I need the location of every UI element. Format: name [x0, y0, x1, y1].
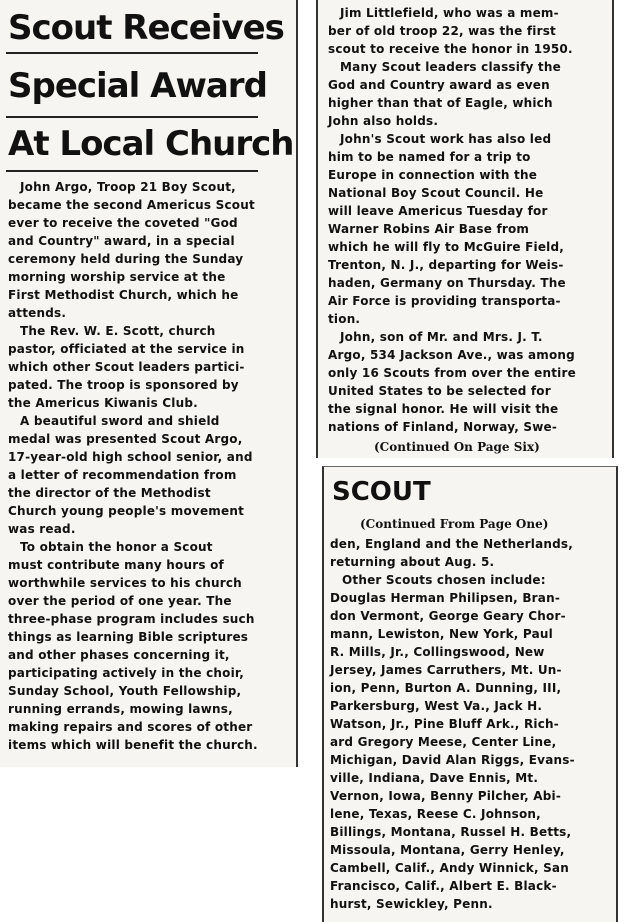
headline [8, 4, 294, 168]
headline-line-1: Scout Receives [8, 8, 284, 48]
text-line: Billings, Montana, Russel H. Betts, [330, 825, 572, 839]
right-bottom-clipping [322, 466, 618, 922]
text-line: Many Scout leaders classify the [340, 60, 561, 74]
text-line: haden, Germany on Thursday. The [328, 276, 566, 290]
text-line: Douglas Herman Philipsen, Bran- [330, 591, 561, 605]
text-line: Trenton, N. J., departing for Weis- [328, 258, 564, 272]
text-line: tion. [328, 312, 361, 326]
text-line: nations of Finland, Norway, Swe- [328, 420, 558, 434]
left-clipping [0, 0, 298, 767]
text-line: Air Force is providing transporta- [328, 294, 561, 308]
text-line: Jersey, James Carruthers, Mt. Un- [330, 663, 562, 677]
text-line: mann, Lewiston, New York, Paul [330, 627, 553, 641]
text-line: morning worship service at the [8, 270, 226, 284]
text-line: ever to receive the coveted "God [8, 216, 238, 230]
text-line: medal was presented Scout Argo, [8, 432, 243, 446]
text-line: the Americus Kiwanis Club. [8, 396, 198, 410]
text-line: ville, Indiana, Dave Ennis, Mt. [330, 771, 539, 785]
text-line: the director of the Methodist [8, 486, 211, 500]
text-line: returning about Aug. 5. [330, 555, 495, 569]
text-line: the signal honor. He will visit the [328, 402, 559, 416]
text-line: National Boy Scout Council. He [328, 186, 544, 200]
text-line: The Rev. W. E. Scott, church [20, 324, 216, 338]
text-line: ceremony held during the Sunday [8, 252, 244, 266]
text-line: Missoula, Montana, Gerry Henley, [330, 843, 565, 857]
text-line: and other phases concerning it, [8, 648, 230, 662]
continued-on-line: (Continued On Page Six) [374, 440, 540, 454]
text-line: lene, Texas, Reese C. Johnson, [330, 807, 541, 821]
text-line: over the period of one year. The [8, 594, 232, 608]
text-line: don Vermont, George Geary Chor- [330, 609, 566, 623]
text-line: things as learning Bible scriptures [8, 630, 249, 644]
text-line: Sunday School, Youth Fellowship, [8, 684, 242, 698]
text-line: three-phase program includes such [8, 612, 255, 626]
text-line: him to be named for a trip to [328, 150, 531, 164]
text-line: Vernon, Iowa, Benny Pilcher, Abi- [330, 789, 562, 803]
text-line: 17-year-old high school senior, and [8, 450, 253, 464]
text-line: Warner Robins Air Base from [328, 222, 530, 236]
text-line: Church young people's movement [8, 504, 245, 518]
text-line: Francisco, Calif., Albert E. Black- [330, 879, 557, 893]
right-top-clipping [316, 0, 614, 458]
text-line: worthwhile services to his church [8, 576, 242, 590]
text-line: which he will fly to McGuire Field, [328, 240, 565, 254]
text-line: attends. [8, 306, 67, 320]
text-line: a letter of recommendation from [8, 468, 237, 482]
text-line: ard Gregory Meese, Center Line, [330, 735, 557, 749]
headline-rule [6, 52, 258, 54]
headline-line-3: At Local Church [8, 124, 294, 164]
text-line: John Argo, Troop 21 Boy Scout, [20, 180, 236, 194]
text-line: Parkersburg, West Va., Jack H. [330, 699, 543, 713]
text-line: John also holds. [328, 114, 439, 128]
text-line: items which will benefit the church. [8, 738, 258, 752]
text-line: Cambell, Calif., Andy Winnick, San [330, 861, 569, 875]
text-line: and Country" award, in a special [8, 234, 235, 248]
text-line: A beautiful sword and shield [20, 414, 220, 428]
text-line: Europe in connection with the [328, 168, 538, 182]
text-line: R. Mills, Jr., Collingswood, New [330, 645, 545, 659]
text-line: ber of old troop 22, was the first [328, 24, 556, 38]
headline-rule [6, 116, 258, 118]
text-line: will leave Americus Tuesday for [328, 204, 548, 218]
text-line: participating actively in the choir, [8, 666, 245, 680]
text-line: Michigan, David Alan Riggs, Evans- [330, 753, 575, 767]
text-line: Watson, Jr., Pine Bluff Ark., Rich- [330, 717, 559, 731]
continued-from-line: (Continued From Page One) [360, 517, 549, 531]
text-line: only 16 Scouts from over the entire [328, 366, 576, 380]
text-line: ion, Penn, Burton A. Dunning, III, [330, 681, 562, 695]
text-line: became the second Americus Scout [8, 198, 255, 212]
text-line: which other Scout leaders partici- [8, 360, 245, 374]
text-line: higher than that of Eagle, which [328, 96, 553, 110]
text-line: To obtain the honor a Scout [20, 540, 213, 554]
text-line: Argo, 534 Jackson Ave., was among [328, 348, 575, 362]
text-line: making repairs and scores of other [8, 720, 253, 734]
headline-line-2: Special Award [8, 66, 267, 106]
text-line: den, England and the Netherlands, [330, 537, 574, 551]
text-line: pated. The troop is sponsored by [8, 378, 239, 392]
text-line: United States to be selected for [328, 384, 551, 398]
continuation-slug: SCOUT [332, 477, 431, 507]
text-line: must contribute many hours of [8, 558, 224, 572]
text-line: was read. [8, 522, 76, 536]
text-line: John's Scout work has also led [340, 132, 552, 146]
text-line: John, son of Mr. and Mrs. J. T. [340, 330, 543, 344]
text-line: hurst, Sewickley, Penn. [330, 897, 493, 911]
text-line: First Methodist Church, which he [8, 288, 239, 302]
text-line: God and Country award as even [328, 78, 550, 92]
text-line: Other Scouts chosen include: [342, 573, 546, 587]
text-line: Jim Littlefield, who was a mem- [340, 6, 559, 20]
text-line: pastor, officiated at the service in [8, 342, 245, 356]
headline-rule [6, 170, 258, 172]
text-line: scout to receive the honor in 1950. [328, 42, 573, 56]
text-line: running errands, mowing lawns, [8, 702, 233, 716]
